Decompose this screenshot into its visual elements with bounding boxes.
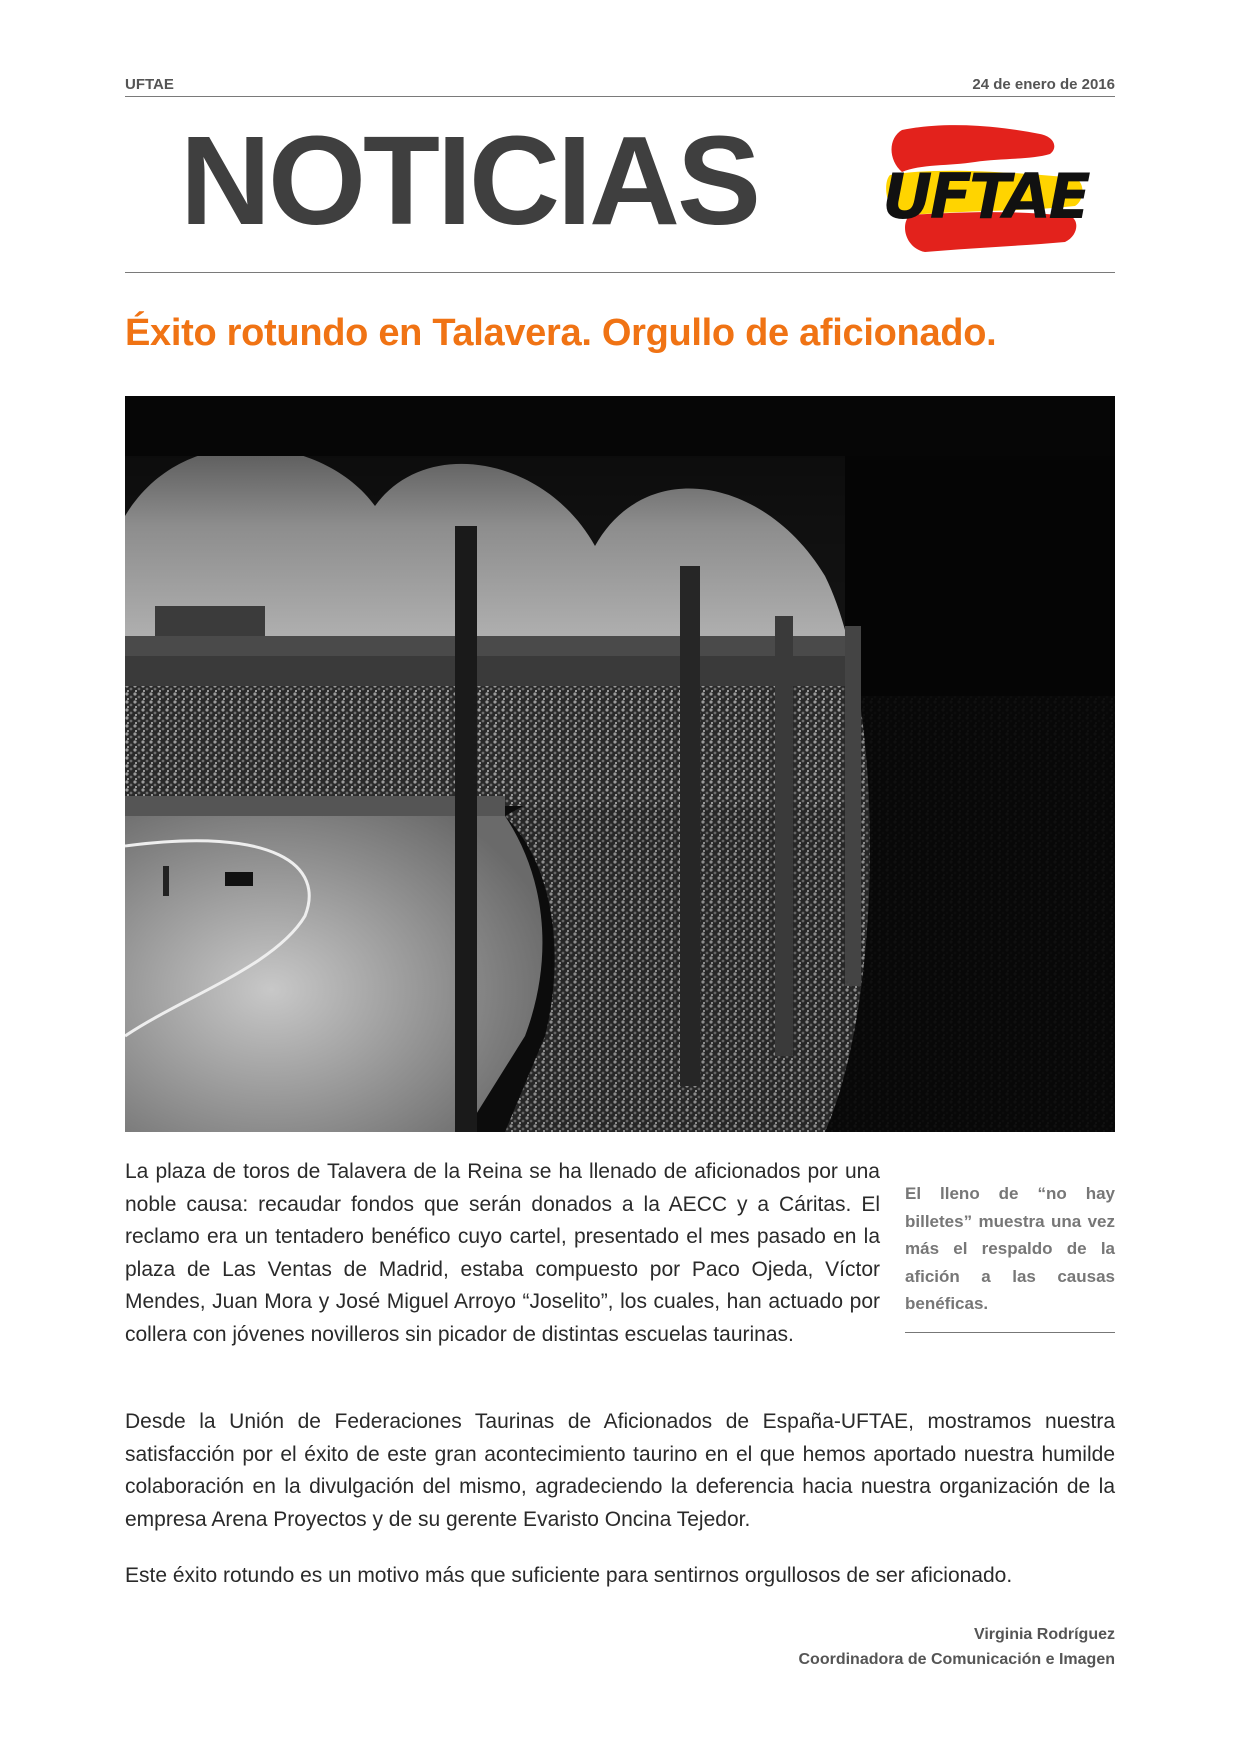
- article-paragraph-2: Desde la Unión de Federaciones Taurinas de Aficionados de España-UFTAE, mostramos nuestra satisfacción por el éxito de este gran acontecimiento taurino en el que hemos aportado nuestra humilde colaboración en la divulgación del mismo, agradeciendo la deferencia hacia nuestra organización de la empresa Arena Proyectos y de su gerente Evaristo Oncina Tejedor.: [125, 1410, 1115, 1531]
- pull-quote: El lleno de “no hay billetes” muestra una vez más el respaldo de la afición a las causas benéficas.: [905, 1180, 1115, 1333]
- top-header-bar: [125, 76, 1115, 97]
- masthead-title: NOTICIAS: [180, 110, 759, 251]
- uftae-logo: [880, 120, 1090, 255]
- header-org: UFTAE: [125, 76, 174, 93]
- article-headline: Éxito rotundo en Talavera. Orgullo de aficionado.: [125, 312, 997, 354]
- logo-text: UFTAE: [882, 160, 1088, 233]
- signature-name: Virginia Rodríguez: [973, 1626, 1115, 1643]
- masthead-divider: [125, 272, 1115, 273]
- signature-role: Coordinadora de Comunicación e Imagen: [798, 1651, 1115, 1668]
- header-date: 24 de enero de 2016: [972, 76, 1115, 93]
- article-paragraph-3: Este éxito rotundo es un motivo más que suficiente para sentirnos orgullosos de ser aficionado.: [125, 1564, 1013, 1587]
- article-lead: La plaza de toros de Talavera de la Reina se ha llenado de aficionados por una noble causa: recaudar fondos que serán donados a la AECC y a Cáritas. El reclamo era un tentadero benéfico cuyo cartel, presentado el mes pasado en la plaza de Las Ventas de Madrid, estaba compuesto por Paco Ojeda, Víctor Mendes, Juan Mora y José Miguel Arroyo “Joselito”, los cuales, han actuado por collera con jóvenes novilleros sin picador de distintas escuelas taurinas.: [125, 1160, 880, 1346]
- bullring-photo: [125, 396, 1115, 1132]
